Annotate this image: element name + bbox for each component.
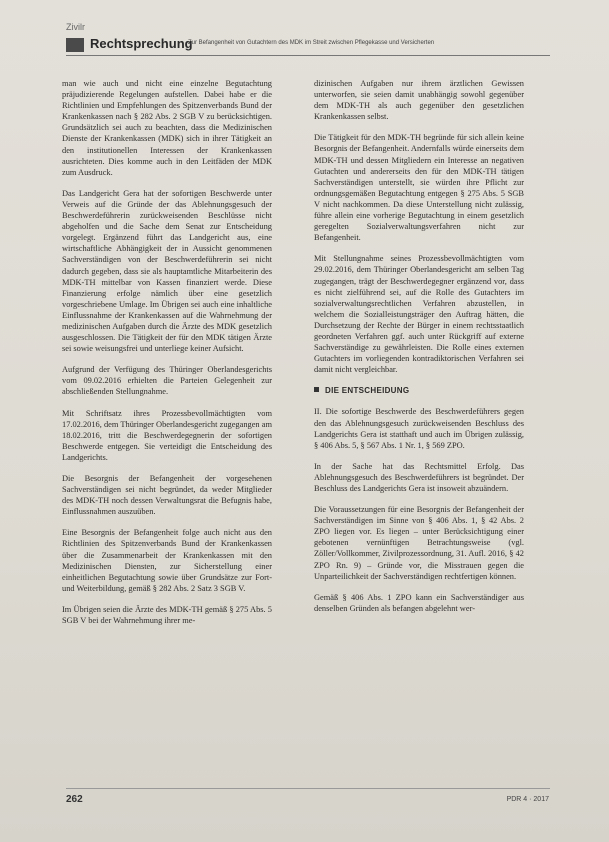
section-heading	[314, 385, 524, 396]
header-title: Rechtsprechung	[90, 36, 193, 51]
paragraph: In der Sache hat das Rechtsmittel Erfolg. Das Ablehnungsgesuch des Beschwerdeführers ist begründet. Der Beschluss des Landgerichts Gera ist insoweit abzuändern.	[314, 461, 524, 493]
paragraph: Mit Stellungnahme seines Prozessbevollmächtigten vom 29.02.2016, dem Thüringer Oberlandesgericht am selben Tag zugegangen, trägt der Beschwerdegegner ergänzend vor, dass es nicht zielführend sei, auf die Rolle des Gutachters im sozialverwaltungsrechtlichen Verfahren abzustellen, in welchem die Sozialleistungsträger den Auftrag hätten, die Durchsetzung der Rechte der Bürger in einem rechtsstaatlich geordneten Verfahren ggf. auch unter Rückgriff auf externe Sachverständige zu gewährleisten. Die Rolle eines externen Gutachters im vorliegenden kontradiktorischen Verfahren sei damit nicht vergleichbar.	[314, 254, 524, 375]
journal-reference: PDR 4 · 2017	[506, 796, 549, 803]
paragraph: dizinischen Aufgaben nur ihrem ärztlichen Gewissen unterworfen, sie seien damit unabhängig sowohl gegenüber dem MDK-TH als auch gegenüber den gesetzlichen Krankenkassen selbst.	[314, 79, 524, 122]
header-marker	[66, 38, 84, 52]
paragraph: Mit Schriftsatz ihres Prozessbevollmächtigten vom 17.02.2016, dem Thüringer Oberlandesgericht zugegangen am 18.02.2016, tritt die Beschwerdegegnerin der sofortigen Beschwerde entgegen. Sie verteidigt die Entscheidung des Landgerichts.	[62, 408, 272, 462]
paragraph: Aufgrund der Verfügung des Thüringer Oberlandesgerichts vom 09.02.2016 erhielten die Parteien Gelegenheit zur abschließenden Stellungnahme.	[62, 365, 272, 397]
paragraph: Eine Besorgnis der Befangenheit folge auch nicht aus den Richtlinien des Spitzenverbands Bund der Krankenkassen über die Zusammenarbeit der Krankenkassen mit den Medizinischen Diensten, zur Sicherstellung einer einheitlichen Begutachtung sowie über Grundsätze zur Fort- und Weiterbildung, gemäß § 282 Abs. 2 Satz 3 SGB V.	[62, 528, 272, 593]
paragraph: Im Übrigen seien die Ärzte des MDK-TH gemäß § 275 Abs. 5 SGB V bei der Wahrnehmung ihrer me-	[62, 604, 272, 626]
paragraph: Das Landgericht Gera hat der sofortigen Beschwerde unter Verweis auf die Gründe der das Ablehnungsgesuch der Beschwerdeführerin zurückweisenden Beschlüsse nicht abgeholfen und die Sache dem Senat zur Entscheidung vorgelegt. Ergänzend führt das Landgericht aus, eine wirtschaftliche Abhängigkeit der in Aussicht genommenen Sachverständigen von der Beschwerdeführerin sei nicht dadurch gegeben, dass sie als hauptamtliche Mitarbeiterin des MDK-TH mittelbar von Kassen finanziert werde. Diese Finanzierung erfolge nämlich über eine gesetzlich vorgeschriebene Umlage. Im Übrigen sei auch eine inhaltliche Einflussnahme der Krankenkassen auf die Wahrnehmung der medizinischen Aufgaben durch die Ärzte des MDK gesetzlich ausgeschlossen. Die Tätigkeit der für den MDK tätigen Ärzte sei sowie weisungsfrei und unterliege keiner Aufsicht.	[62, 188, 272, 354]
left-column	[62, 78, 272, 636]
paragraph: II. Die sofortige Beschwerde des Beschwerdeführers gegen den das Ablehnungsgesuch zurückweisenden Beschluss des Landgerichts Gera ist statthaft und auch im Übrigen zulässig, § 406 Abs. 5, § 567 Abs. 1 Nr. 1, § 569 ZPO.	[314, 407, 524, 450]
paragraph: Die Tätigkeit für den MDK-TH begründe für sich allein keine Besorgnis der Befangenheit. Andernfalls würde einerseits dem MDK-TH und dessen Mitgliedern ein Interesse an negativen Gutachten und andererseits den für den MDK-TH tätigen Sachverständigen unterstellt, sie würden ihre Pflicht zur ordnungsgemäßen Begutachtung entgegen § 275 Abs. 5 SGB V nicht nachkommen. Da diese Unterstellung nicht zulässig, führe allein eine vorherige Begutachtung in einem gesetzlich geregelten Sozialverwaltungsverfahren nicht zur Befangenheit.	[314, 133, 524, 243]
page-number: 262	[66, 794, 83, 805]
paragraph: Die Besorgnis der Befangenheit der vorgesehenen Sachverständigen sei nicht begründet, da weder Mitglieder des MDK-TH noch dessen Verwaltungsrat die Befugnis habe, Einflussnahmen auszuüben.	[62, 474, 272, 517]
section-tag: Zivilr	[66, 22, 85, 32]
square-bullet-icon	[314, 387, 319, 392]
footer-rule	[66, 788, 550, 789]
paragraph: man wie auch und nicht eine einzelne Begutachtung präjudizierende Regelungen aufstellen. Dabei habe er die Richtlinien und Empfehlungen des Spitzenverbands Bund der Krankenkassen nach § 282 Abs. 2 SGB V zu berücksichtigen. Grundsätzlich sei auch zu beachten, dass die Medizinischen Dienste der Krankenkassen (MDK) sich in ihrer Tätigkeit an den institutionellen Interessen der Krankenkassen ausrichteten. Dies komme auch in den Leitfäden der MDK zum Ausdruck.	[62, 79, 272, 177]
section-heading-label: DIE ENTSCHEIDUNG	[325, 386, 410, 396]
right-column	[314, 78, 524, 624]
paragraph: Die Voraussetzungen für eine Besorgnis der Befangenheit der Sachverständigen im Sinne von § 406 Abs. 1, § 42 Abs. 2 ZPO liegen vor. Es liegen – unter Berücksichtigung einer gebotenen vernünftigen Betrachtungsweise (vgl. Zöller/Vollkommer, Zivilprozessordnung, 31. Aufl. 2016, § 42 ZPO Rn. 9) – Gründe vor, die Misstrauen gegen die Unparteilichkeit der Sachverständigen rechtfertigen können.	[314, 505, 524, 581]
header-rule	[66, 55, 550, 56]
header-subtitle: Zur Befangenheit von Gutachtern des MDK im Streit zwischen Pflegekasse und Versicherten	[188, 40, 435, 46]
paragraph: Gemäß § 406 Abs. 1 ZPO kann ein Sachverständiger aus denselben Gründen als befangen abgelehnt wer-	[314, 592, 524, 613]
